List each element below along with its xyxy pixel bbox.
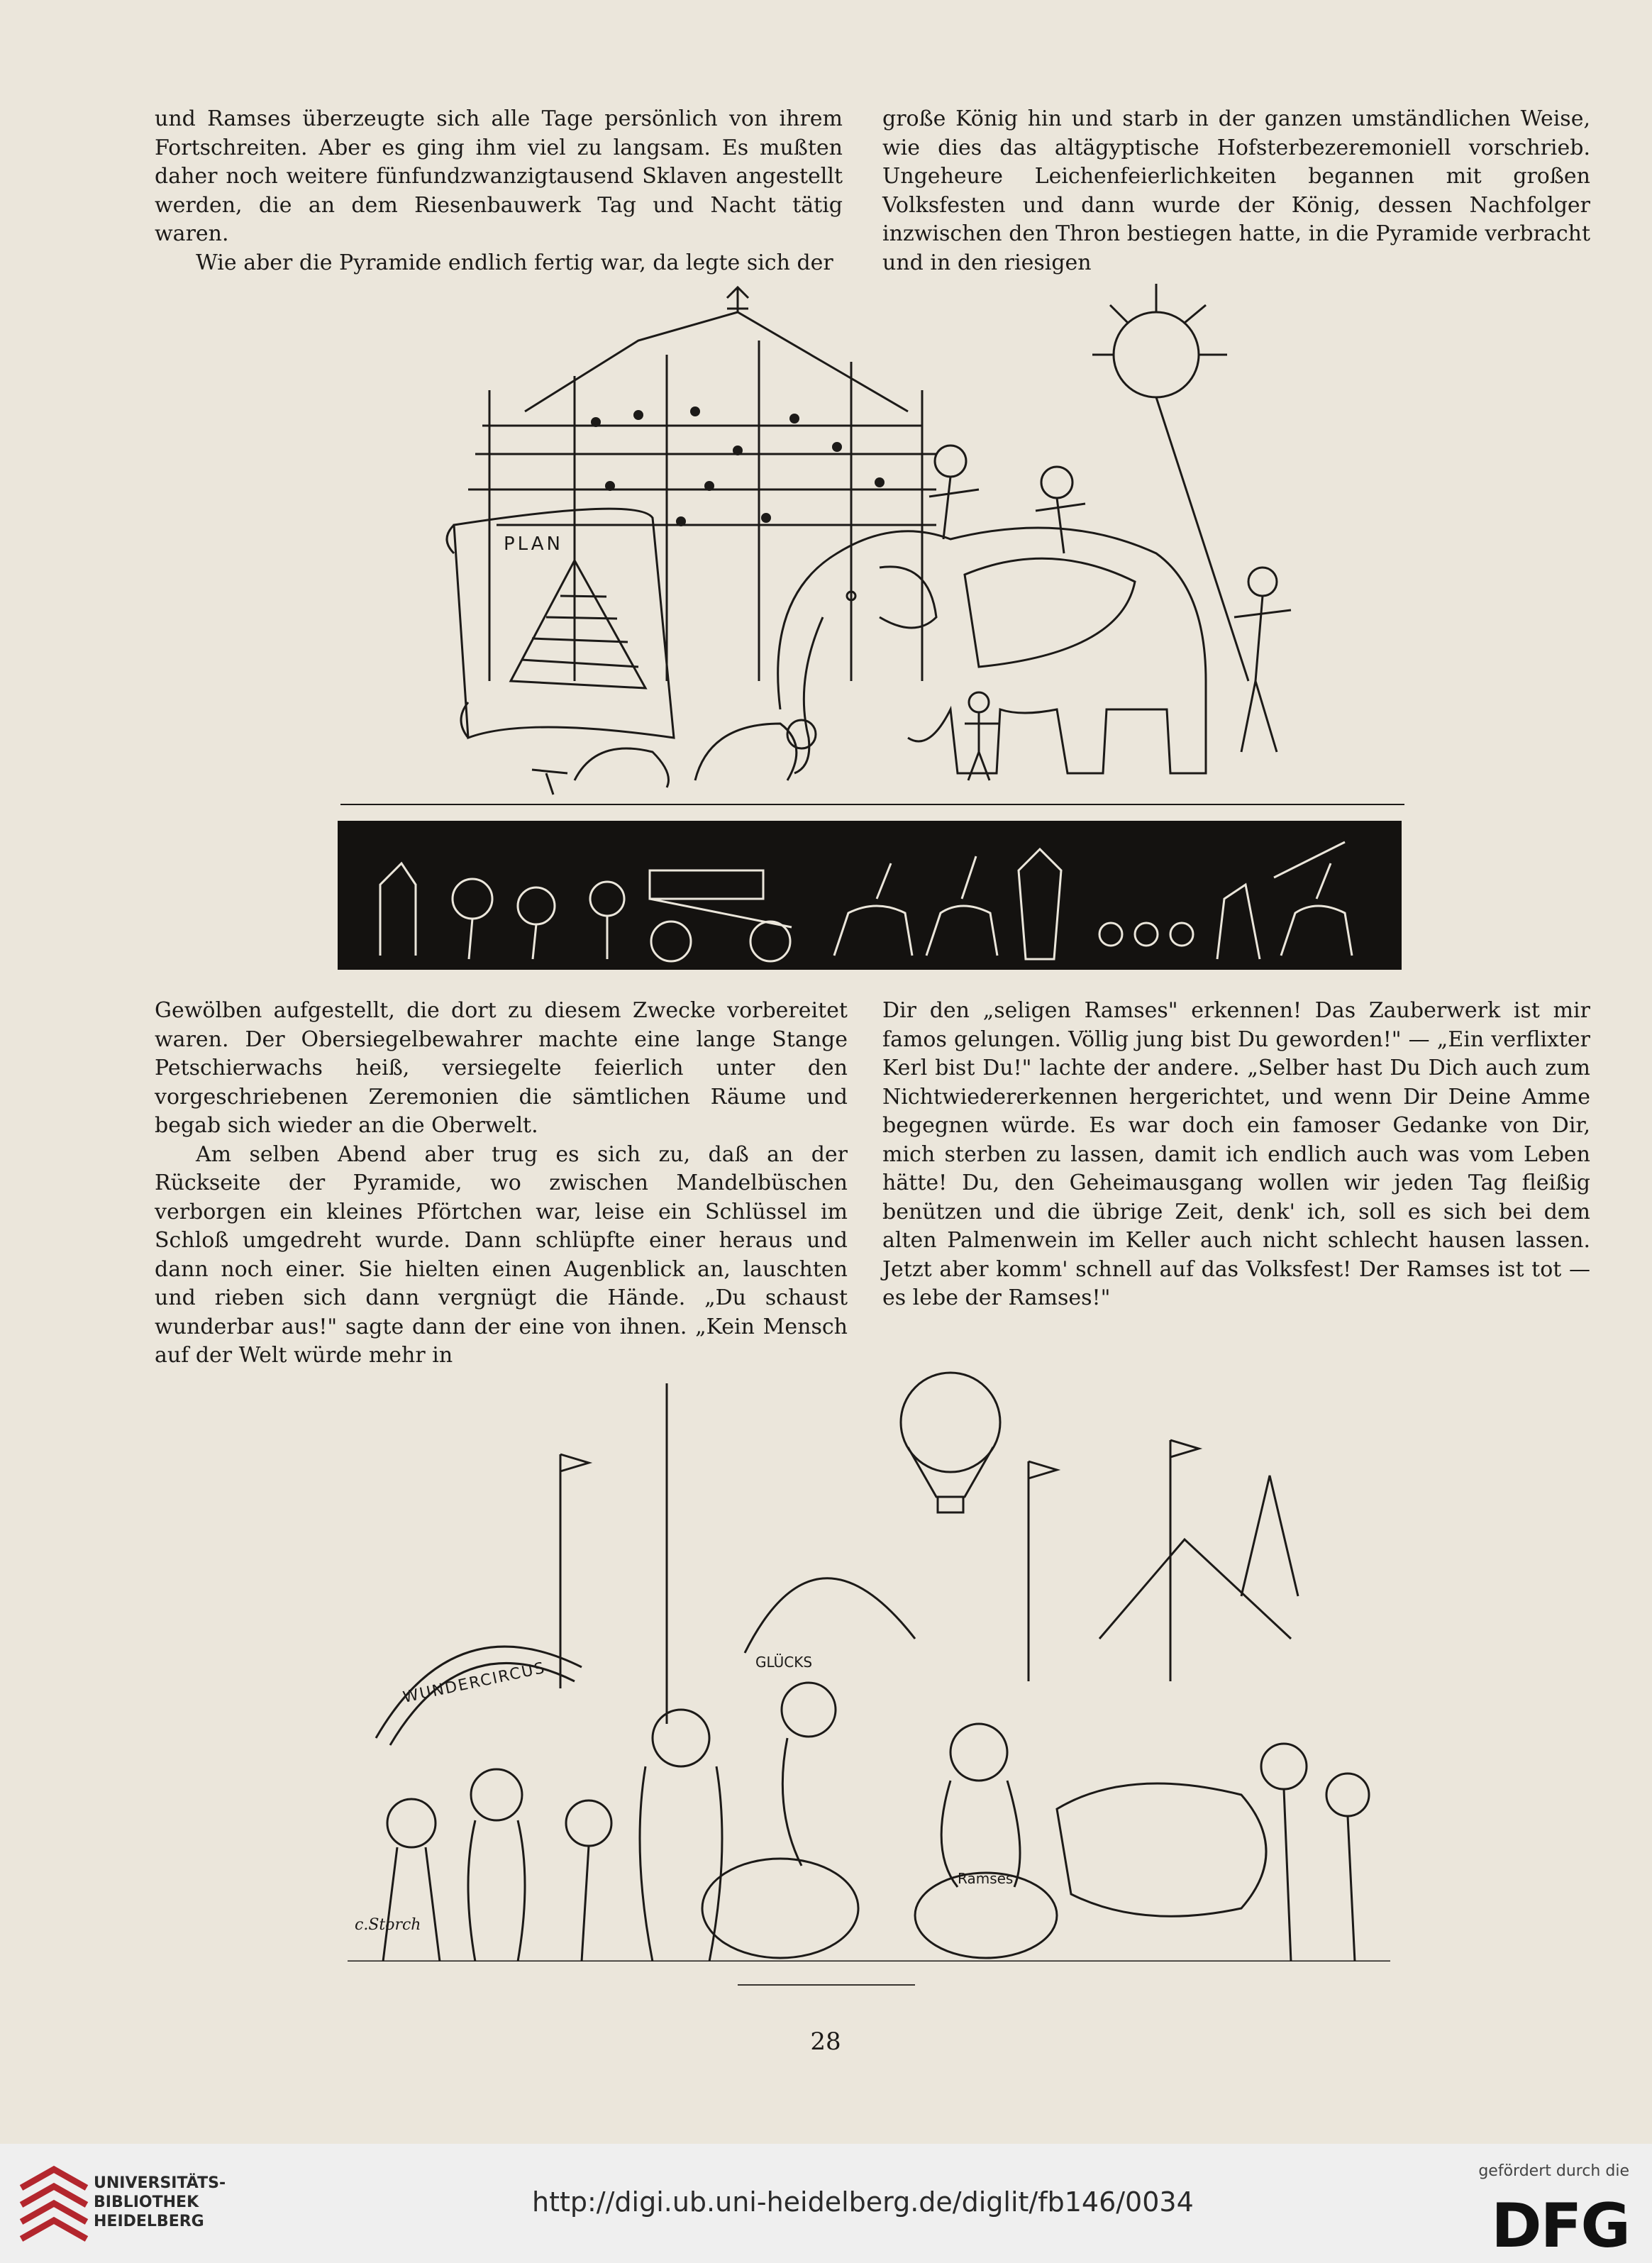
- text-column-top-right: [882, 105, 1590, 277]
- funding-label: gefördert durch die: [1478, 2162, 1629, 2180]
- text-column-middle-left: [155, 997, 848, 1371]
- source-url-link[interactable]: http://digi.ub.uni-heidelberg.de/diglit/fb146/0034: [532, 2186, 1194, 2218]
- paragraph: Gewölben aufgestellt, die dort zu diesem Zwecke vorbereitet waren. Der Obersiegelbewahrer machte eine lange Stange Petschierwachs heiß, versiegelte feierlich unter den vorgeschriebenen Zeremonien die sämtlichen Räume und begab sich wieder an die Oberwelt.: [155, 998, 848, 1138]
- illustration-pyramid-construction: [340, 284, 1404, 805]
- divider: [738, 1984, 915, 1986]
- library-logo-icon: [17, 2164, 91, 2243]
- dfg-logo: DFG: [1491, 2191, 1629, 2262]
- circus-sign: WUNDERCIRCUS: [401, 1659, 548, 1707]
- page-number: 28: [810, 2027, 841, 2056]
- paragraph: große König hin und starb in der ganzen umständlichen Weise, wie dies das altägyptische Hofsterbezeremoniell vorschrieb. Ungeheure Leichenfeierlichkeiten begannen mit großen Volksfesten und dann wurde der König, dessen Nachfolger inzwischen den Thron bestiegen hatte, in die Pyramide verbracht und in den riesigen: [882, 106, 1590, 275]
- paragraph: und Ramses überzeugte sich alle Tage persönlich von ihrem Fortschreiten. Aber es ging ihm viel zu langsam. Es mußten daher noch weitere fünfundzwanzigtausend Sklaven angestellt werden, die an dem Riesenbauwerk Tag und Nacht tätig waren.: [155, 106, 843, 246]
- paragraph: Dir den „seligen Ramses" erkennen! Das Zauberwerk ist mir famos gelungen. Völlig jung bist Du geworden!" — „Ein verflixter Kerl bist Du!" lachte der andere. „Selber hast Du Dich auch zum Nichtwiedererkennen hergerichtet, und wenn Dir Deine Amme begegnen würde. Es war doch ein famoser Gedanke von Dir, mich sterben zu lassen, damit ich endlich auch was vom Leben hätte! Du, den Geheimausgang wollen wir jeden Tag fleißig benützen und die übrige Zeit, denk' ich, soll es sich bei dem alten Palmenwein im Keller auch nicht schlecht hausen lassen. Jetzt aber komm' schnell auf das Volksfest! Der Ramses ist tot — es lebe der Ramses!": [882, 998, 1590, 1310]
- text-column-middle-right: [882, 997, 1590, 1313]
- text-column-top-left: [155, 105, 843, 277]
- library-name: UNIVERSITÄTS- BIBLIOTHEK HEIDELBERG: [94, 2174, 226, 2230]
- paragraph: Am selben Abend aber trug es sich zu, daß an der Rückseite der Pyramide, wo zwischen Mandelbüschen verborgen ein kleines Pförtchen war, leise ein Schlüssel im Schloß umgedreht wurde. Dann schlüpfte einer heraus und dann noch einer. Sie hielten einen Augenblick an, lauschten und rieben sich dann vergnügt die Hände. „Du schaust wunderbar aus!" sagte dann der eine von ihnen. „Kein Mensch auf der Welt würde mehr in: [155, 1141, 848, 1368]
- ramses-label: Ramses: [958, 1870, 1014, 1887]
- illustration-procession-frieze: [338, 821, 1402, 970]
- footer-bar: [0, 2144, 1652, 2263]
- glucks-sign: GLÜCKS: [755, 1654, 813, 1671]
- paragraph: Wie aber die Pyramide endlich fertig war, da legte sich der: [196, 250, 833, 275]
- illustration-folk-festival: [348, 1369, 1390, 1962]
- artist-signature: c.Storch: [355, 1916, 421, 1934]
- plan-label: PLAN: [504, 533, 563, 555]
